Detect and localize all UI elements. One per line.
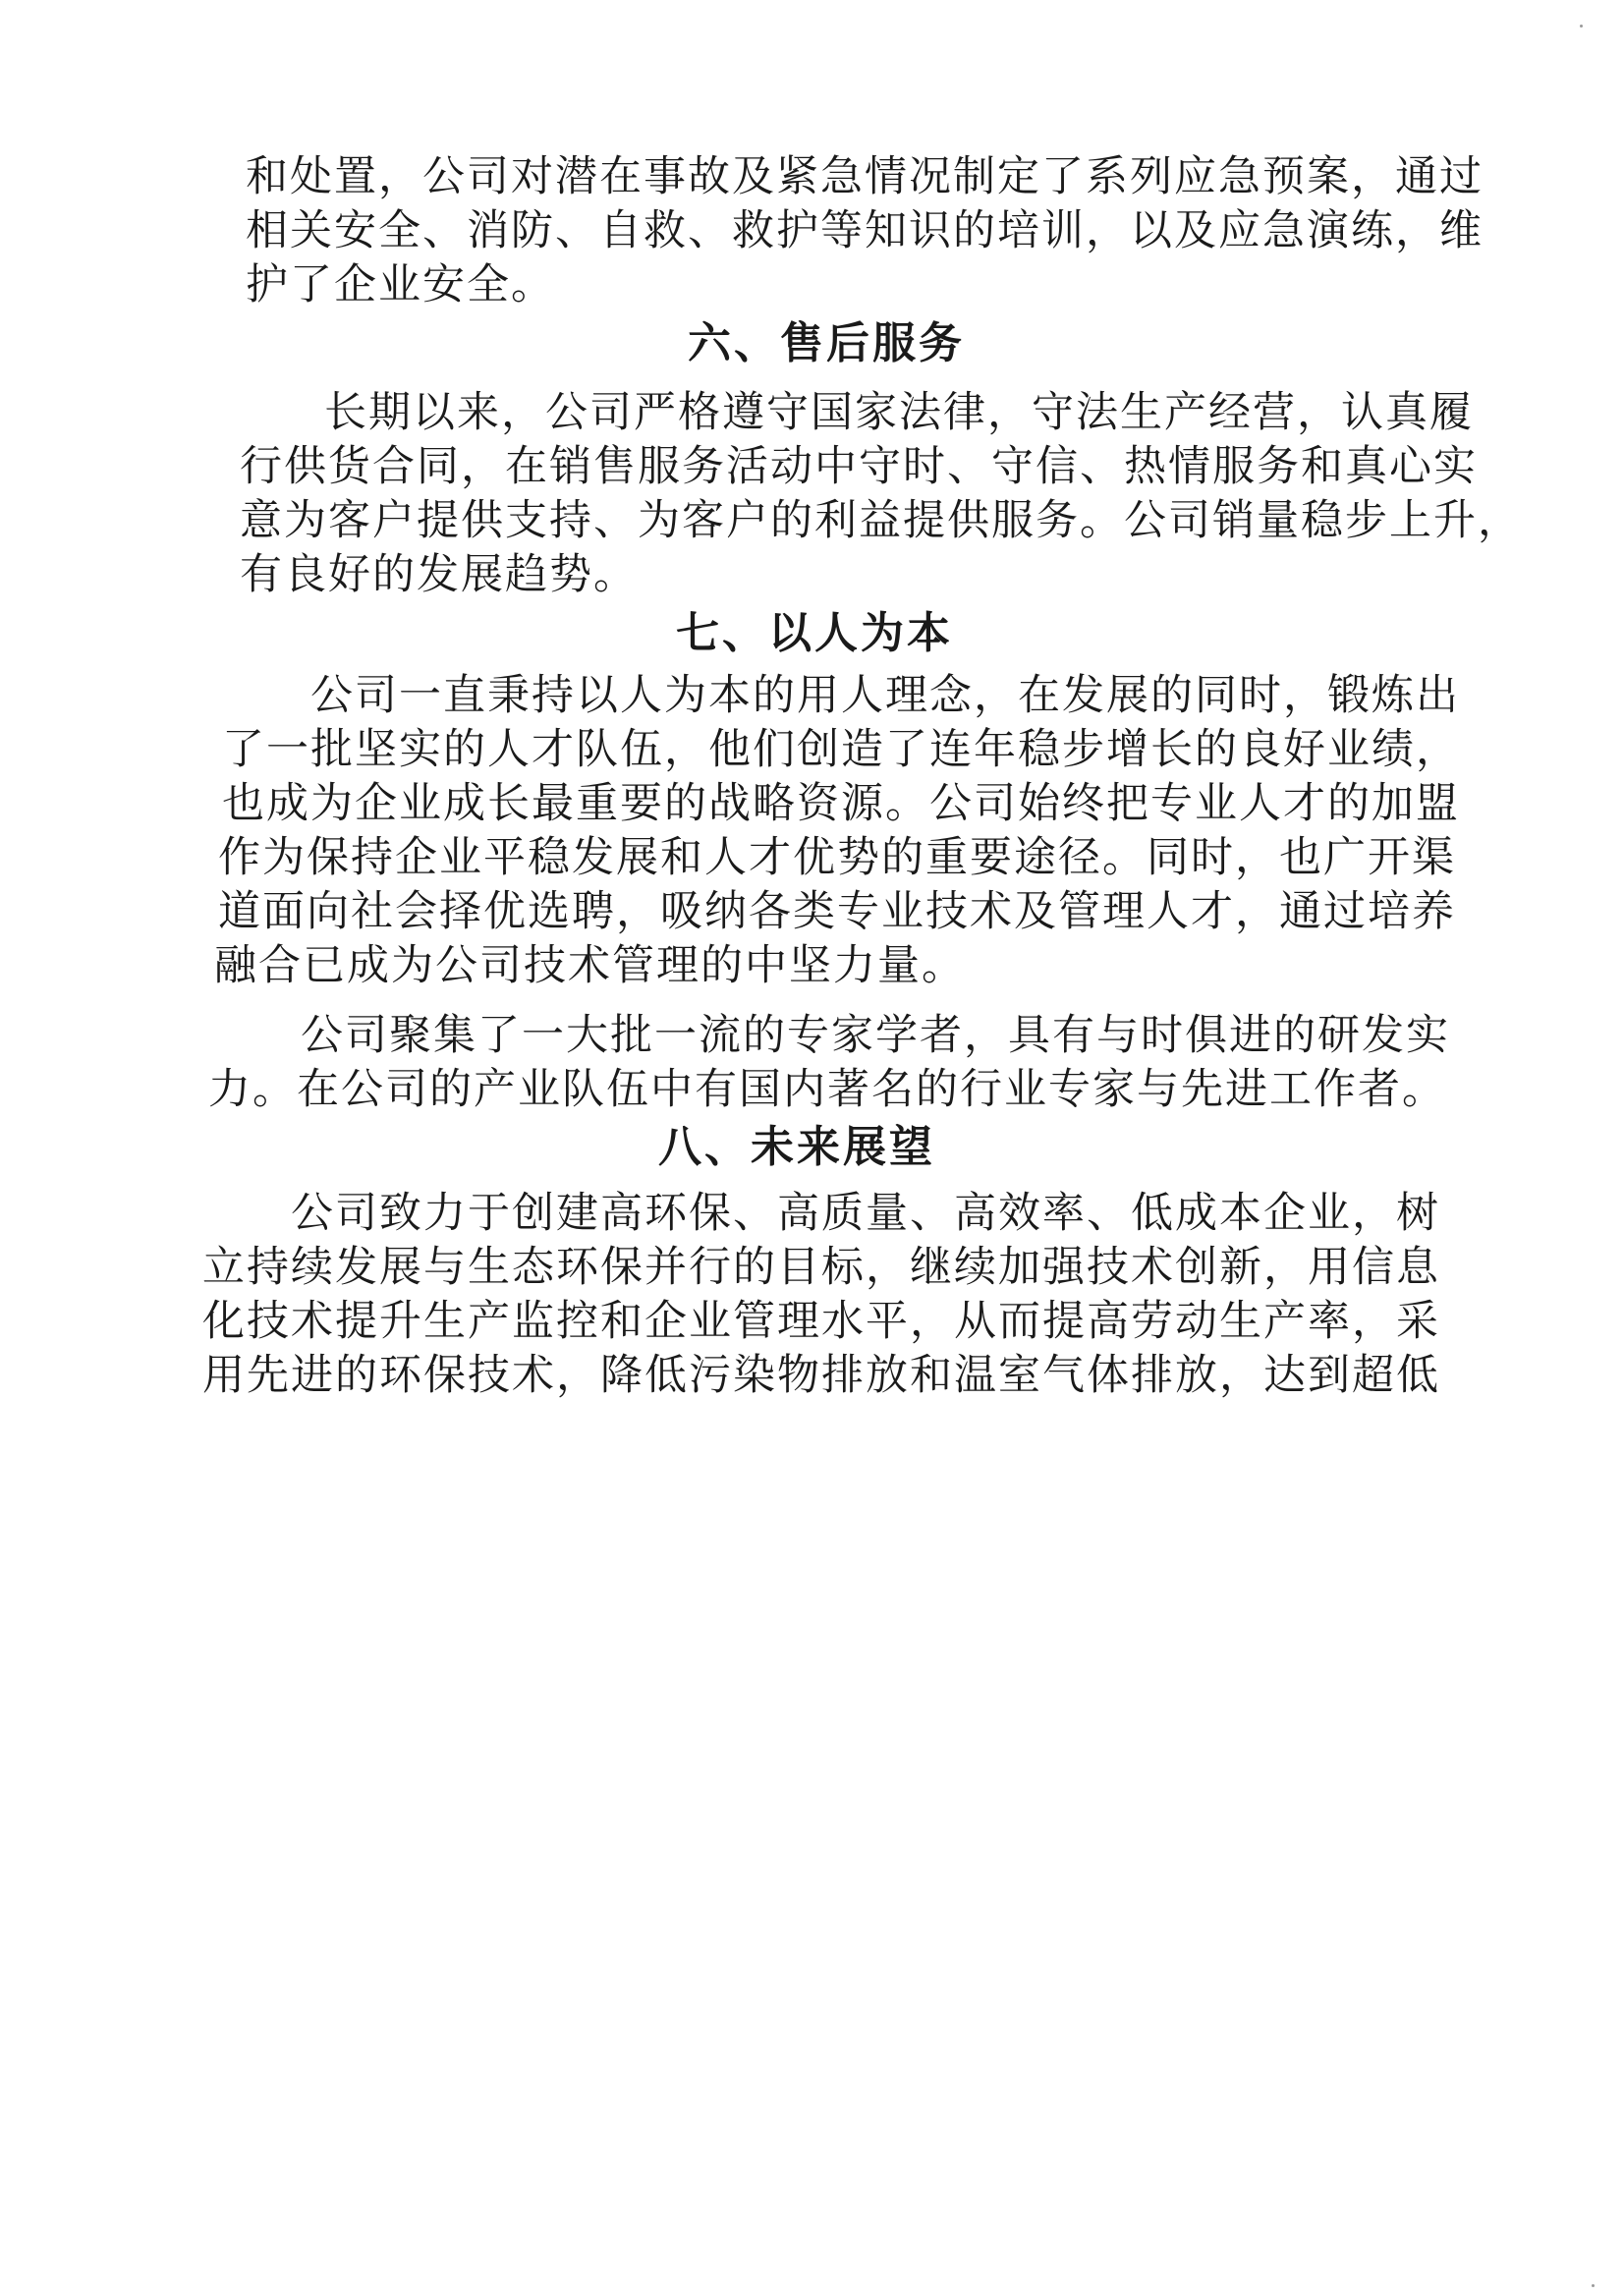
paragraph-line: 用先进的环保技术，降低污染物排放和温室气体排放，达到超低 <box>202 1351 1440 1400</box>
paragraph-line: 公司聚集了一大批一流的专家学者，具有与时俱进的研发实 <box>301 1011 1450 1060</box>
paragraph-line: 化技术提升生产监控和企业管理水平，从而提高劳动生产率，采 <box>202 1297 1440 1346</box>
scan-speck <box>1580 25 1583 28</box>
paragraph-line: 了一批坚实的人才队伍，他们创造了连年稳步增长的良好业绩， <box>222 725 1460 774</box>
section-heading-future-outlook: 八、未来展望 <box>658 1122 935 1172</box>
intro-line-3: 护了企业安全。 <box>246 260 555 309</box>
intro-line-1: 和处置，公司对潜在事故及紧急情况制定了系列应急预案，通过 <box>246 152 1484 201</box>
paragraph-line: 长期以来，公司严格遵守国家法律，守法生产经营，认真履 <box>324 388 1474 437</box>
paragraph-line: 立持续发展与生态环保并行的目标，继续加强技术创新，用信息 <box>202 1243 1440 1292</box>
paragraph-line: 行供货合同，在销售服务活动中守时、守信、热情服务和真心实 <box>240 442 1478 491</box>
paragraph-line: 作为保持企业平稳发展和人才优势的重要途径。同时，也广开渠 <box>218 833 1456 882</box>
section-heading-after-sales: 六、售后服务 <box>688 318 965 368</box>
paragraph-line: 融合已成为公司技术管理的中坚力量。 <box>214 941 966 990</box>
paragraph-line: 公司一直秉持以人为本的用人理念，在发展的同时，锻炼出 <box>310 671 1460 720</box>
paragraph-line: 有良好的发展趋势。 <box>240 550 638 599</box>
paragraph-line: 道面向社会择优选聘，吸纳各类专业技术及管理人才，通过培养 <box>218 887 1456 936</box>
paragraph-line: 公司致力于创建高环保、高质量、高效率、低成本企业，树 <box>291 1189 1440 1238</box>
paragraph-line: 意为客户提供支持、为客户的利益提供服务。公司销量稳步上升， <box>240 496 1522 545</box>
paragraph-line: 也成为企业成长最重要的战略资源。公司始终把专业人才的加盟 <box>222 779 1460 828</box>
scan-speck <box>1592 2284 1595 2287</box>
intro-line-2: 相关安全、消防、自救、救护等知识的培训，以及应急演练，维 <box>246 206 1484 255</box>
paragraph-line: 力。在公司的产业队伍中有国内著名的行业专家与先进工作者。 <box>208 1065 1446 1114</box>
section-heading-people-oriented: 七、以人为本 <box>676 608 953 658</box>
